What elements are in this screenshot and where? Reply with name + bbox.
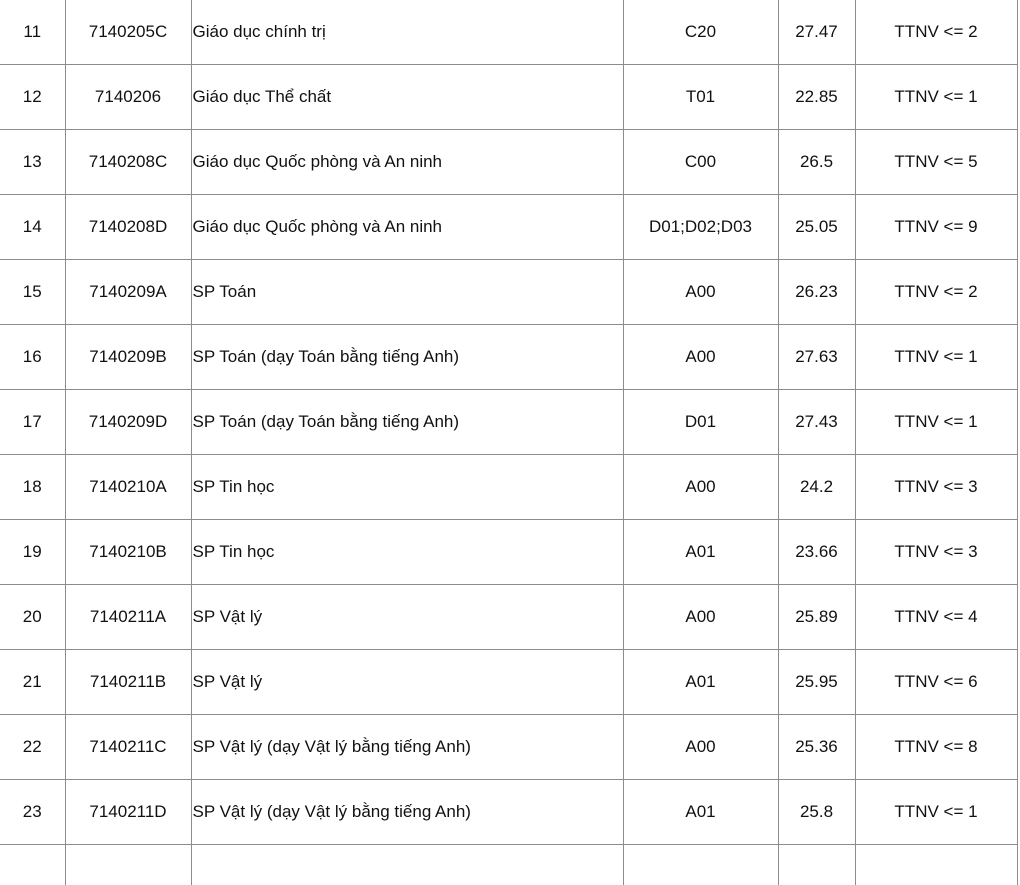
table-row	[0, 65, 1017, 130]
cell-major-code: 7140210A	[65, 455, 191, 520]
table-row	[0, 715, 1017, 780]
cell-subject-combination: C00	[623, 130, 778, 195]
cell-admission-score: 25.8	[778, 780, 855, 845]
table-row	[0, 650, 1017, 715]
cell-stt: 12	[0, 65, 65, 130]
cell-major-name: SP Vật lý (dạy Vật lý bằng tiếng Anh)	[191, 780, 623, 845]
cell-major-name: Giáo dục Quốc phòng và An ninh	[191, 195, 623, 260]
cell-stt: 15	[0, 260, 65, 325]
table-row	[0, 520, 1017, 585]
cell-subject-combination: A00	[623, 585, 778, 650]
cell-admission-score: 25.36	[778, 715, 855, 780]
cell-admission-score: 25.95	[778, 650, 855, 715]
cell-subject-combination: A01	[623, 780, 778, 845]
cell-admission-score: 24.2	[778, 455, 855, 520]
cell-major-code: 7140208D	[65, 195, 191, 260]
cell-empty	[0, 845, 65, 885]
cell-subject-combination: T01	[623, 65, 778, 130]
table-row	[0, 390, 1017, 455]
cell-stt: 23	[0, 780, 65, 845]
table-row	[0, 455, 1017, 520]
table-row	[0, 325, 1017, 390]
cell-subject-combination: D01;D02;D03	[623, 195, 778, 260]
table-row	[0, 130, 1017, 195]
cell-major-name: SP Tin học	[191, 455, 623, 520]
cell-major-name: SP Tin học	[191, 520, 623, 585]
cell-priority-condition: TTNV <= 1	[855, 780, 1017, 845]
cell-priority-condition: TTNV <= 1	[855, 390, 1017, 455]
cell-stt: 17	[0, 390, 65, 455]
cell-major-code: 7140211D	[65, 780, 191, 845]
cell-stt: 19	[0, 520, 65, 585]
cell-priority-condition: TTNV <= 1	[855, 325, 1017, 390]
cell-priority-condition: TTNV <= 9	[855, 195, 1017, 260]
cell-subject-combination: A01	[623, 650, 778, 715]
cell-major-name: SP Toán	[191, 260, 623, 325]
cell-major-name: Giáo dục Quốc phòng và An ninh	[191, 130, 623, 195]
cell-major-name: SP Vật lý	[191, 650, 623, 715]
cell-major-code: 7140210B	[65, 520, 191, 585]
cell-admission-score: 26.5	[778, 130, 855, 195]
cell-subject-combination: A00	[623, 455, 778, 520]
cell-empty	[191, 845, 623, 885]
table-row	[0, 780, 1017, 845]
cell-empty	[855, 845, 1017, 885]
table-row	[0, 195, 1017, 260]
cell-priority-condition: TTNV <= 2	[855, 260, 1017, 325]
table-row-continuation	[0, 845, 1017, 885]
cell-major-code: 7140211B	[65, 650, 191, 715]
cell-major-code: 7140208C	[65, 130, 191, 195]
cell-admission-score: 23.66	[778, 520, 855, 585]
cell-admission-score: 25.89	[778, 585, 855, 650]
cell-admission-score: 27.47	[778, 0, 855, 65]
cell-stt: 18	[0, 455, 65, 520]
cell-priority-condition: TTNV <= 5	[855, 130, 1017, 195]
cell-subject-combination: A01	[623, 520, 778, 585]
cell-priority-condition: TTNV <= 3	[855, 455, 1017, 520]
cell-admission-score: 25.05	[778, 195, 855, 260]
cell-admission-score: 26.23	[778, 260, 855, 325]
cell-priority-condition: TTNV <= 4	[855, 585, 1017, 650]
cell-priority-condition: TTNV <= 2	[855, 0, 1017, 65]
cell-major-code: 7140211C	[65, 715, 191, 780]
cell-stt: 11	[0, 0, 65, 65]
cell-major-code: 7140209D	[65, 390, 191, 455]
cell-stt: 21	[0, 650, 65, 715]
cell-subject-combination: A00	[623, 325, 778, 390]
cell-priority-condition: TTNV <= 3	[855, 520, 1017, 585]
cell-major-name: SP Toán (dạy Toán bằng tiếng Anh)	[191, 390, 623, 455]
cell-stt: 22	[0, 715, 65, 780]
cell-priority-condition: TTNV <= 6	[855, 650, 1017, 715]
cell-major-code: 7140211A	[65, 585, 191, 650]
cell-stt: 16	[0, 325, 65, 390]
cell-empty	[778, 845, 855, 885]
table-row	[0, 260, 1017, 325]
cell-admission-score: 27.43	[778, 390, 855, 455]
cell-empty	[65, 845, 191, 885]
cell-major-code: 7140205C	[65, 0, 191, 65]
cell-priority-condition: TTNV <= 1	[855, 65, 1017, 130]
cell-major-name: Giáo dục chính trị	[191, 0, 623, 65]
table-row	[0, 585, 1017, 650]
cell-admission-score: 22.85	[778, 65, 855, 130]
cell-subject-combination: D01	[623, 390, 778, 455]
cell-subject-combination: A00	[623, 260, 778, 325]
cell-major-code: 7140206	[65, 65, 191, 130]
cell-empty	[623, 845, 778, 885]
table-row	[0, 0, 1017, 65]
cell-major-name: SP Vật lý (dạy Vật lý bằng tiếng Anh)	[191, 715, 623, 780]
cell-major-code: 7140209B	[65, 325, 191, 390]
cell-admission-score: 27.63	[778, 325, 855, 390]
cell-stt: 20	[0, 585, 65, 650]
cell-stt: 13	[0, 130, 65, 195]
cell-major-code: 7140209A	[65, 260, 191, 325]
cell-subject-combination: A00	[623, 715, 778, 780]
cell-stt: 14	[0, 195, 65, 260]
cell-major-name: SP Toán (dạy Toán bằng tiếng Anh)	[191, 325, 623, 390]
cell-major-name: SP Vật lý	[191, 585, 623, 650]
cell-major-name: Giáo dục Thể chất	[191, 65, 623, 130]
cell-subject-combination: C20	[623, 0, 778, 65]
cell-priority-condition: TTNV <= 8	[855, 715, 1017, 780]
